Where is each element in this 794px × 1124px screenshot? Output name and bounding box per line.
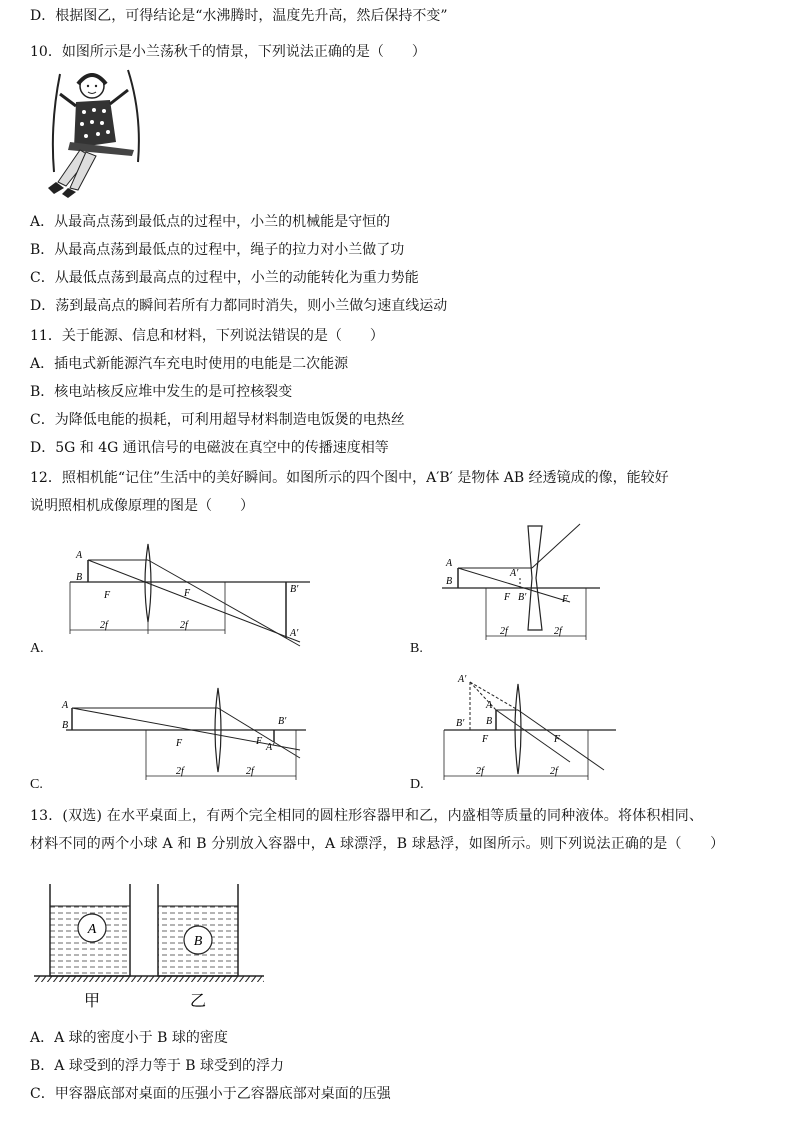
diagram-d-label-bprime: B′ <box>456 718 465 729</box>
diagram-d-label-b: B <box>486 716 493 727</box>
q11-option-b: B．核电站核反应堆中发生的是可控核裂变 <box>30 384 293 400</box>
diagram-b-label-f1: F <box>504 592 511 603</box>
q12-figure-label-b: B. <box>410 641 423 656</box>
diagram-b-label-b: B <box>446 576 453 587</box>
diagram-c-label-a: A <box>62 700 69 711</box>
ball-a-label: A <box>87 922 97 937</box>
diagram-a-label-aprime: A′ <box>290 628 299 639</box>
q10-stem: 10．如图所示是小兰荡秋千的情景，下列说法正确的是（ ） <box>30 44 426 60</box>
diagram-d-label-2f2: 2f <box>550 766 558 777</box>
diagram-d-label-f2: F <box>554 734 561 745</box>
diagram-b-label-2f2: 2f <box>554 626 562 637</box>
q10-option-c: C．从最低点荡到最高点的过程中，小兰的动能转化为重力势能 <box>30 270 419 286</box>
diagram-c-label-bprime: B′ <box>278 716 287 727</box>
q13-option-a: A．A 球的密度小于 B 球的密度 <box>30 1030 228 1046</box>
diagram-c-label-f2: F <box>256 736 263 747</box>
diagram-d-label-2f1: 2f <box>476 766 484 777</box>
diagram-a-label-2f2: 2f <box>180 620 188 631</box>
diagram-c-label-b: B <box>62 720 69 731</box>
diagram-d-label-aprime: A′ <box>458 674 467 685</box>
diagram-a-label-bprime: B′ <box>290 584 299 595</box>
diagram-a-label-b: B <box>76 572 83 583</box>
diagram-b-label-aprime: A′ <box>510 568 519 579</box>
diagram-c-label-aprime: A′ <box>266 742 275 753</box>
containers-figure <box>34 880 264 1012</box>
lens-diagram-b <box>440 518 610 648</box>
q10-option-b: B．从最高点荡到最低点的过程中，绳子的拉力对小兰做了功 <box>30 242 405 258</box>
diagram-a-label-f1: F <box>104 590 111 601</box>
lens-diagram-d <box>440 670 620 784</box>
diagram-b-label-2f1: 2f <box>500 626 508 637</box>
diagram-d-label-a: A <box>486 700 493 711</box>
q13-option-c: C．甲容器底部对桌面的压强小于乙容器底部对桌面的压强 <box>30 1086 391 1102</box>
diagram-b-label-a: A <box>446 558 453 569</box>
q11-option-d: D．5G 和 4G 通讯信号的电磁波在真空中的传播速度相等 <box>30 440 389 456</box>
q10-option-a: A．从最高点荡到最低点的过程中，小兰的机械能是守恒的 <box>30 214 391 230</box>
q9-option-d: D．根据图乙，可得结论是“水沸腾时，温度先升高，然后保持不变” <box>30 8 448 24</box>
lens-diagram-c <box>60 684 310 784</box>
container-label-yi: 乙 <box>189 993 207 1010</box>
q11-option-a: A．插电式新能源汽车充电时使用的电能是二次能源 <box>30 356 349 372</box>
q12-figure-label-d: D. <box>410 777 424 792</box>
q10-option-d: D．荡到最高点的瞬间若所有力都同时消失，则小兰做匀速直线运动 <box>30 298 448 314</box>
q12-figure-label-c: C. <box>30 777 43 792</box>
diagram-a-label-2f1: 2f <box>100 620 108 631</box>
q11-stem: 11．关于能源、信息和材料，下列说法错误的是（ ） <box>30 328 384 344</box>
diagram-a-label-a: A <box>76 550 83 561</box>
q11-option-c: C．为降低电能的损耗，可利用超导材料制造电饭煲的电热丝 <box>30 412 405 428</box>
swing-girl-illustration <box>30 64 160 204</box>
diagram-c-label-f1: F <box>176 738 183 749</box>
diagram-c-label-2f2: 2f <box>246 766 254 777</box>
q12-figure-label-a: A. <box>30 641 44 656</box>
q13-option-b: B．A 球受到的浮力等于 B 球受到的浮力 <box>30 1058 285 1074</box>
container-label-jia: 甲 <box>83 993 101 1010</box>
q12-stem-line1: 12．照相机能“记住”生活中的美好瞬间。如图所示的四个图中，A′B′ 是物体 AB 经透镜成的像，能较好 <box>30 470 669 486</box>
q12-stem-line2: 说明照相机成像原理的图是（ ） <box>30 498 254 514</box>
diagram-c-label-2f1: 2f <box>176 766 184 777</box>
diagram-b-label-f2: F <box>562 594 569 605</box>
q13-stem-line2: 材料不同的两个小球 A 和 B 分别放入容器中，A 球漂浮，B 球悬浮，如图所示。则下列说法正确的是（ ） <box>30 836 725 852</box>
diagram-b-label-bprime: B′ <box>518 592 527 603</box>
diagram-a-label-f2: F <box>184 588 191 599</box>
lens-diagram-a <box>60 538 320 650</box>
q13-stem-line1: 13．(双选) 在水平桌面上，有两个完全相同的圆柱形容器甲和乙，内盛相等质量的同种液体。将体积相同、 <box>30 808 704 824</box>
ball-b-label: B <box>193 934 203 949</box>
diagram-d-label-f1: F <box>482 734 489 745</box>
